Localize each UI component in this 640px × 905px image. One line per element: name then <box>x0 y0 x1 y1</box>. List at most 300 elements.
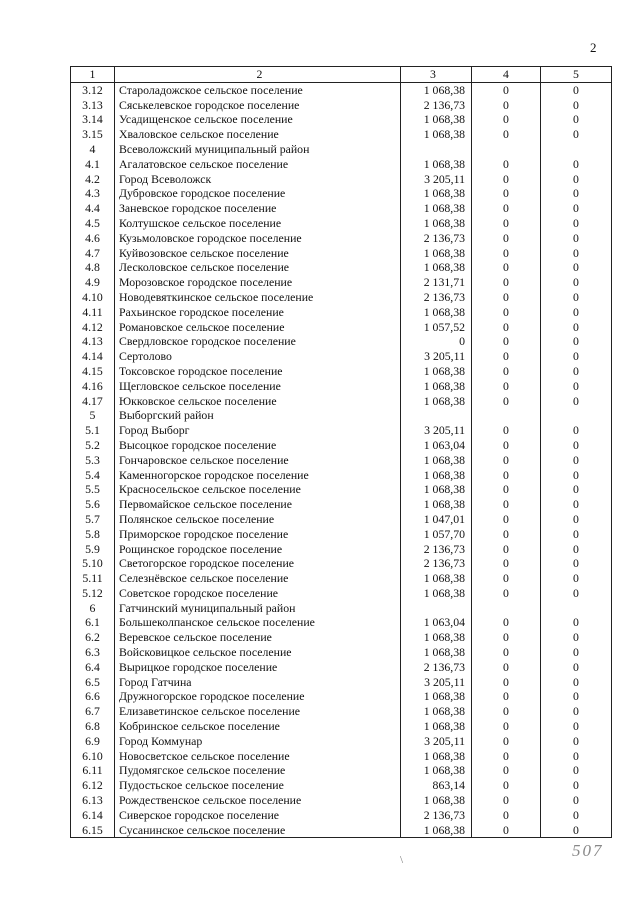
cell-col4: 0 <box>472 246 541 261</box>
cell-number: 6.10 <box>71 749 115 764</box>
cell-name: Дружногорское городское поселение <box>115 689 401 704</box>
cell-name: Гатчинский муниципальный район <box>115 601 401 616</box>
table-row <box>71 542 612 557</box>
cell-name: Дубровское городское поселение <box>115 186 401 201</box>
cell-amount: 1 068,38 <box>401 468 472 483</box>
cell-col5: 0 <box>541 542 612 557</box>
table-row <box>71 808 612 823</box>
table-row <box>71 290 612 305</box>
table-row <box>71 320 612 335</box>
cell-col5: 0 <box>541 157 612 172</box>
table-body <box>71 82 612 838</box>
cell-col5: 0 <box>541 334 612 349</box>
cell-col5: 0 <box>541 571 612 586</box>
cell-number: 4 <box>71 142 115 157</box>
cell-amount: 1 068,38 <box>401 379 472 394</box>
cell-amount: 3 205,11 <box>401 172 472 187</box>
cell-number: 6.1 <box>71 615 115 630</box>
cell-name: Елизаветинское сельское поселение <box>115 704 401 719</box>
cell-col4: 0 <box>472 334 541 349</box>
cell-number: 6.14 <box>71 808 115 823</box>
data-table <box>70 66 612 838</box>
cell-amount: 1 068,38 <box>401 704 472 719</box>
table-row <box>71 586 612 601</box>
cell-number: 5.5 <box>71 482 115 497</box>
cell-col4: 0 <box>472 749 541 764</box>
table-row <box>71 630 612 645</box>
cell-name: Усадищенское сельское поселение <box>115 112 401 127</box>
cell-amount <box>401 142 472 157</box>
table-row <box>71 675 612 690</box>
cell-col5 <box>541 601 612 616</box>
table-row <box>71 157 612 172</box>
cell-col4: 0 <box>472 320 541 335</box>
cell-amount: 1 068,38 <box>401 763 472 778</box>
cell-col5: 0 <box>541 290 612 305</box>
cell-col4: 0 <box>472 704 541 719</box>
cell-col4: 0 <box>472 675 541 690</box>
cell-amount: 1 068,38 <box>401 394 472 409</box>
cell-name: Сиверское городское поселение <box>115 808 401 823</box>
cell-name: Высоцкое городское поселение <box>115 438 401 453</box>
cell-name: Куйвозовское сельское поселение <box>115 246 401 261</box>
cell-name: Первомайское сельское поселение <box>115 497 401 512</box>
cell-number: 4.17 <box>71 394 115 409</box>
column-header-1: 1 <box>71 67 115 83</box>
cell-number: 4.6 <box>71 231 115 246</box>
cell-name: Селезнёвское сельское поселение <box>115 571 401 586</box>
table-row <box>71 704 612 719</box>
cell-number: 6.8 <box>71 719 115 734</box>
cell-col5: 0 <box>541 453 612 468</box>
table-row <box>71 260 612 275</box>
cell-amount: 1 068,38 <box>401 157 472 172</box>
cell-number: 3.15 <box>71 127 115 142</box>
cell-col5: 0 <box>541 749 612 764</box>
cell-col4: 0 <box>472 527 541 542</box>
cell-col5 <box>541 142 612 157</box>
cell-col5: 0 <box>541 186 612 201</box>
cell-name: Выборгский район <box>115 408 401 423</box>
cell-col4: 0 <box>472 571 541 586</box>
cell-col5: 0 <box>541 260 612 275</box>
cell-number: 6 <box>71 601 115 616</box>
cell-amount: 1 057,70 <box>401 527 472 542</box>
cell-amount: 1 068,38 <box>401 305 472 320</box>
cell-col5: 0 <box>541 660 612 675</box>
cell-amount: 3 205,11 <box>401 423 472 438</box>
cell-amount: 1 068,38 <box>401 586 472 601</box>
cell-col4: 0 <box>472 615 541 630</box>
table-row <box>71 497 612 512</box>
cell-number: 4.15 <box>71 364 115 379</box>
cell-col5: 0 <box>541 482 612 497</box>
cell-name: Большеколпанское сельское поселение <box>115 615 401 630</box>
cell-number: 3.12 <box>71 82 115 97</box>
cell-name: Рахьинское городское поселение <box>115 305 401 320</box>
table-row <box>71 246 612 261</box>
cell-col5: 0 <box>541 497 612 512</box>
cell-name: Полянское сельское поселение <box>115 512 401 527</box>
cell-col4: 0 <box>472 660 541 675</box>
cell-number: 5.4 <box>71 468 115 483</box>
table-row <box>71 216 612 231</box>
table-row <box>71 734 612 749</box>
cell-col4: 0 <box>472 793 541 808</box>
cell-amount: 1 068,38 <box>401 793 472 808</box>
cell-name: Советское городское поселение <box>115 586 401 601</box>
cell-col5: 0 <box>541 216 612 231</box>
cell-amount: 1 068,38 <box>401 823 472 838</box>
cell-col5: 0 <box>541 719 612 734</box>
cell-name: Новосветское сельское поселение <box>115 749 401 764</box>
cell-amount: 2 136,73 <box>401 98 472 113</box>
cell-number: 6.12 <box>71 778 115 793</box>
table-row <box>71 127 612 142</box>
cell-col5: 0 <box>541 556 612 571</box>
cell-amount: 0 <box>401 334 472 349</box>
cell-amount <box>401 408 472 423</box>
cell-amount: 3 205,11 <box>401 675 472 690</box>
cell-col4: 0 <box>472 379 541 394</box>
cell-number: 5.12 <box>71 586 115 601</box>
cell-number: 4.8 <box>71 260 115 275</box>
table-row <box>71 334 612 349</box>
cell-col5: 0 <box>541 201 612 216</box>
table-row <box>71 82 612 97</box>
cell-col5: 0 <box>541 468 612 483</box>
cell-number: 4.3 <box>71 186 115 201</box>
cell-amount: 1 068,38 <box>401 246 472 261</box>
cell-amount: 1 068,38 <box>401 201 472 216</box>
pen-mark: \ <box>400 854 404 866</box>
cell-name: Сусанинское сельское поселение <box>115 823 401 838</box>
cell-number: 4.12 <box>71 320 115 335</box>
cell-col4: 0 <box>472 186 541 201</box>
cell-name: Рощинское городское поселение <box>115 542 401 557</box>
table-row <box>71 364 612 379</box>
cell-col4: 0 <box>472 98 541 113</box>
cell-col4: 0 <box>472 468 541 483</box>
cell-amount: 1 068,38 <box>401 260 472 275</box>
cell-name: Гончаровское сельское поселение <box>115 453 401 468</box>
cell-amount: 1 068,38 <box>401 82 472 97</box>
cell-col5: 0 <box>541 615 612 630</box>
cell-col5: 0 <box>541 349 612 364</box>
cell-name: Щегловское сельское поселение <box>115 379 401 394</box>
cell-amount: 1 068,38 <box>401 364 472 379</box>
cell-number: 3.13 <box>71 98 115 113</box>
table-row <box>71 186 612 201</box>
cell-col4: 0 <box>472 127 541 142</box>
table-row <box>71 749 612 764</box>
cell-number: 5.11 <box>71 571 115 586</box>
table-header-row <box>71 67 612 83</box>
cell-name: Сертолово <box>115 349 401 364</box>
cell-amount: 1 063,04 <box>401 438 472 453</box>
cell-col4: 0 <box>472 349 541 364</box>
cell-amount: 1 068,38 <box>401 645 472 660</box>
cell-amount: 1 068,38 <box>401 216 472 231</box>
cell-amount: 863,14 <box>401 778 472 793</box>
cell-number: 4.9 <box>71 275 115 290</box>
cell-name: Колтушское сельское поселение <box>115 216 401 231</box>
cell-name: Пудомягское сельское поселение <box>115 763 401 778</box>
cell-number: 6.15 <box>71 823 115 838</box>
cell-amount: 1 068,38 <box>401 571 472 586</box>
cell-col4: 0 <box>472 556 541 571</box>
cell-number: 6.3 <box>71 645 115 660</box>
cell-name: Лесколовское сельское поселение <box>115 260 401 275</box>
table-row <box>71 763 612 778</box>
cell-number: 4.1 <box>71 157 115 172</box>
cell-col5: 0 <box>541 808 612 823</box>
cell-col4: 0 <box>472 275 541 290</box>
cell-number: 6.2 <box>71 630 115 645</box>
cell-number: 4.13 <box>71 334 115 349</box>
cell-col4: 0 <box>472 823 541 838</box>
cell-col4: 0 <box>472 453 541 468</box>
cell-col4: 0 <box>472 763 541 778</box>
table-row <box>71 379 612 394</box>
cell-name: Кузьмоловское городское поселение <box>115 231 401 246</box>
cell-amount: 3 205,11 <box>401 734 472 749</box>
cell-col4: 0 <box>472 778 541 793</box>
table-row <box>71 349 612 364</box>
cell-col4: 0 <box>472 423 541 438</box>
table-row <box>71 453 612 468</box>
cell-col4: 0 <box>472 482 541 497</box>
table-row <box>71 778 612 793</box>
cell-col5: 0 <box>541 82 612 97</box>
cell-number: 4.7 <box>71 246 115 261</box>
table-row <box>71 305 612 320</box>
table-row <box>71 112 612 127</box>
table-row <box>71 645 612 660</box>
page-number: 2 <box>590 40 597 55</box>
table-row <box>71 394 612 409</box>
cell-name: Светогорское городское поселение <box>115 556 401 571</box>
cell-name: Юкковское сельское поселение <box>115 394 401 409</box>
cell-col4: 0 <box>472 630 541 645</box>
cell-col4: 0 <box>472 734 541 749</box>
cell-name: Морозовское городское поселение <box>115 275 401 290</box>
cell-number: 4.10 <box>71 290 115 305</box>
cell-col5: 0 <box>541 689 612 704</box>
cell-amount: 1 068,38 <box>401 689 472 704</box>
cell-number: 6.5 <box>71 675 115 690</box>
cell-col4: 0 <box>472 231 541 246</box>
table-row <box>71 527 612 542</box>
cell-amount: 2 136,73 <box>401 556 472 571</box>
cell-col5: 0 <box>541 675 612 690</box>
cell-col5: 0 <box>541 364 612 379</box>
cell-number: 4.5 <box>71 216 115 231</box>
cell-col4 <box>472 142 541 157</box>
column-header-4: 4 <box>472 67 541 83</box>
cell-amount: 1 068,38 <box>401 112 472 127</box>
table-row <box>71 98 612 113</box>
cell-col4: 0 <box>472 586 541 601</box>
cell-col4: 0 <box>472 542 541 557</box>
cell-number: 5.7 <box>71 512 115 527</box>
cell-number: 6.11 <box>71 763 115 778</box>
cell-col4 <box>472 601 541 616</box>
cell-number: 5.2 <box>71 438 115 453</box>
cell-col5: 0 <box>541 704 612 719</box>
cell-name: Город Всеволожск <box>115 172 401 187</box>
cell-col4 <box>472 408 541 423</box>
table-row <box>71 823 612 838</box>
cell-name: Город Выборг <box>115 423 401 438</box>
cell-name: Красносельское сельское поселение <box>115 482 401 497</box>
cell-number: 6.4 <box>71 660 115 675</box>
cell-name: Пудостьское сельское поселение <box>115 778 401 793</box>
cell-amount: 2 136,73 <box>401 660 472 675</box>
cell-amount <box>401 601 472 616</box>
table-row <box>71 275 612 290</box>
cell-name: Рождественское сельское поселение <box>115 793 401 808</box>
page-stamp-number: 507 <box>572 841 604 860</box>
cell-number: 6.9 <box>71 734 115 749</box>
cell-col5: 0 <box>541 379 612 394</box>
cell-col4: 0 <box>472 645 541 660</box>
cell-name: Кобринское сельское поселение <box>115 719 401 734</box>
cell-col4: 0 <box>472 172 541 187</box>
cell-number: 4.11 <box>71 305 115 320</box>
table-row <box>71 408 612 423</box>
cell-col5: 0 <box>541 320 612 335</box>
cell-name: Войсковицкое сельское поселение <box>115 645 401 660</box>
cell-col5: 0 <box>541 394 612 409</box>
cell-number: 4.4 <box>71 201 115 216</box>
cell-col4: 0 <box>472 157 541 172</box>
cell-number: 4.2 <box>71 172 115 187</box>
cell-amount: 1 063,04 <box>401 615 472 630</box>
cell-name: Хваловское сельское поселение <box>115 127 401 142</box>
table-row <box>71 793 612 808</box>
table-row <box>71 556 612 571</box>
cell-col4: 0 <box>472 260 541 275</box>
cell-number: 5 <box>71 408 115 423</box>
cell-col5: 0 <box>541 172 612 187</box>
table-row <box>71 512 612 527</box>
cell-amount: 1 068,38 <box>401 749 472 764</box>
cell-amount: 2 136,73 <box>401 231 472 246</box>
cell-name: Каменногорское городское поселение <box>115 468 401 483</box>
cell-amount: 1 068,38 <box>401 630 472 645</box>
table-row <box>71 201 612 216</box>
cell-col5: 0 <box>541 305 612 320</box>
column-header-3: 3 <box>401 67 472 83</box>
cell-name: Сяськелевское городское поселение <box>115 98 401 113</box>
table-row <box>71 571 612 586</box>
cell-col5: 0 <box>541 734 612 749</box>
cell-name: Агалатовское сельское поселение <box>115 157 401 172</box>
cell-col4: 0 <box>472 364 541 379</box>
cell-name: Всеволожский муниципальный район <box>115 142 401 157</box>
cell-col5: 0 <box>541 527 612 542</box>
cell-amount: 1 047,01 <box>401 512 472 527</box>
cell-col5: 0 <box>541 98 612 113</box>
cell-col5: 0 <box>541 438 612 453</box>
cell-number: 4.16 <box>71 379 115 394</box>
table-row <box>71 601 612 616</box>
cell-number: 3.14 <box>71 112 115 127</box>
cell-number: 5.9 <box>71 542 115 557</box>
table-row <box>71 438 612 453</box>
cell-col5: 0 <box>541 778 612 793</box>
table-row <box>71 142 612 157</box>
cell-amount: 2 131,71 <box>401 275 472 290</box>
table-row <box>71 660 612 675</box>
cell-col4: 0 <box>472 719 541 734</box>
cell-name: Веревское сельское поселение <box>115 630 401 645</box>
cell-number: 5.8 <box>71 527 115 542</box>
cell-name: Староладожское сельское поселение <box>115 82 401 97</box>
cell-amount: 1 068,38 <box>401 186 472 201</box>
cell-amount: 1 068,38 <box>401 719 472 734</box>
cell-col5: 0 <box>541 112 612 127</box>
cell-col4: 0 <box>472 512 541 527</box>
cell-name: Приморское городское поселение <box>115 527 401 542</box>
cell-name: Город Гатчина <box>115 675 401 690</box>
cell-number: 6.13 <box>71 793 115 808</box>
cell-name: Романовское сельское поселение <box>115 320 401 335</box>
cell-col4: 0 <box>472 394 541 409</box>
cell-col5: 0 <box>541 423 612 438</box>
cell-col4: 0 <box>472 82 541 97</box>
cell-col4: 0 <box>472 112 541 127</box>
cell-number: 6.6 <box>71 689 115 704</box>
cell-name: Вырицкое городское поселение <box>115 660 401 675</box>
cell-col5: 0 <box>541 512 612 527</box>
cell-name: Город Коммунар <box>115 734 401 749</box>
table-row <box>71 719 612 734</box>
cell-number: 5.6 <box>71 497 115 512</box>
cell-col5: 0 <box>541 630 612 645</box>
cell-col4: 0 <box>472 216 541 231</box>
cell-col4: 0 <box>472 305 541 320</box>
cell-amount: 2 136,73 <box>401 542 472 557</box>
cell-amount: 1 057,52 <box>401 320 472 335</box>
table-row <box>71 468 612 483</box>
table-row <box>71 231 612 246</box>
cell-name: Заневское городское поселение <box>115 201 401 216</box>
column-header-5: 5 <box>541 67 612 83</box>
cell-name: Свердловское городское поселение <box>115 334 401 349</box>
cell-number: 5.3 <box>71 453 115 468</box>
column-header-2: 2 <box>115 67 401 83</box>
cell-col5: 0 <box>541 763 612 778</box>
cell-number: 5.1 <box>71 423 115 438</box>
cell-number: 4.14 <box>71 349 115 364</box>
cell-amount: 1 068,38 <box>401 127 472 142</box>
cell-col5: 0 <box>541 231 612 246</box>
cell-col4: 0 <box>472 497 541 512</box>
cell-col4: 0 <box>472 438 541 453</box>
table-row <box>71 423 612 438</box>
cell-name: Новодевяткинское сельское поселение <box>115 290 401 305</box>
cell-col5: 0 <box>541 275 612 290</box>
cell-col5: 0 <box>541 586 612 601</box>
cell-col4: 0 <box>472 290 541 305</box>
cell-amount: 1 068,38 <box>401 453 472 468</box>
table-row <box>71 615 612 630</box>
table-row <box>71 172 612 187</box>
cell-number: 5.10 <box>71 556 115 571</box>
cell-amount: 1 068,38 <box>401 497 472 512</box>
